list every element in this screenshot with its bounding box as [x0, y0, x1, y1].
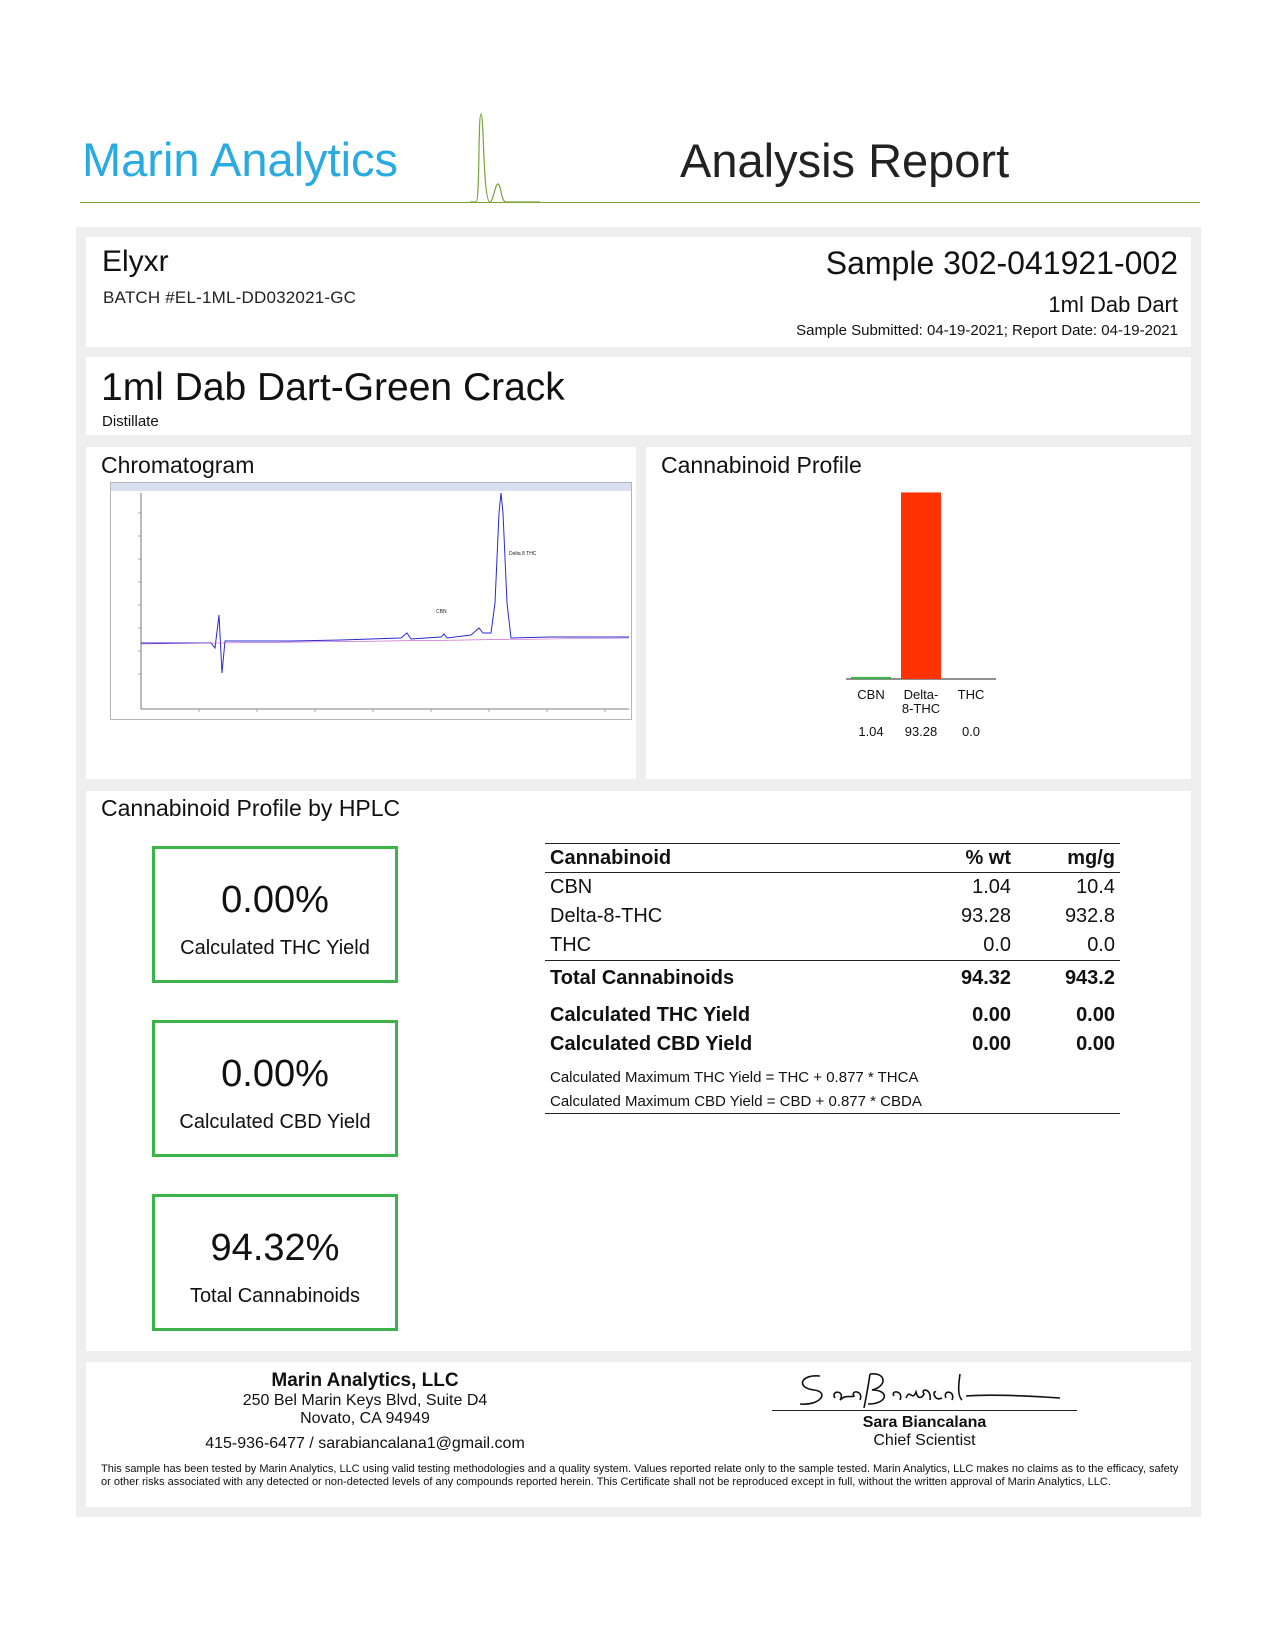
- table-header-row: [545, 844, 1120, 873]
- total-row: [545, 961, 1120, 996]
- disclaimer-text: This sample has been tested by Marin Analytics, LLC using valid testing methodologies and a quality system. Values reported relate only to the sample tested. Marin Analytics, LLC makes no claims as to the efficacy, safety or other risks associated with any detected or non-detected levels of any compounds reported herein. This Certificate shall not be reproduced except in full, without the written approval of Marin Analytics, LLC.: [101, 1463, 1179, 1488]
- sample-type: 1ml Dab Dart: [1048, 292, 1178, 317]
- company-contact: 415-936-6477 / sarabiancalana1@gmail.com: [205, 1435, 525, 1452]
- company-address-line1: 250 Bel Marin Keys Blvd, Suite D4: [242, 1392, 488, 1409]
- product-category: Distillate: [102, 413, 159, 430]
- sample-id: Sample 302-041921-002: [825, 245, 1178, 281]
- signature-image: [790, 1368, 1080, 1413]
- total-cannabinoids-label: Total Cannabinoids: [189, 1285, 361, 1307]
- hplc-table: [545, 843, 1120, 1114]
- row-mg: 932.8: [1064, 905, 1115, 927]
- batch-number: BATCH #EL-1ML-DD032021-GC: [103, 288, 357, 307]
- row-name: THC: [550, 934, 592, 956]
- bar-label-thc: THC: [957, 687, 985, 702]
- chrom-peak-d8thc: Delta 8 THC: [509, 551, 537, 557]
- total-pct: 94.32: [912, 961, 1016, 996]
- thc-formula-note: Calculated Maximum THC Yield = THC + 0.877 * THCA: [550, 1068, 919, 1086]
- note-row: [545, 1089, 1120, 1114]
- thc-yield-box: [152, 846, 398, 983]
- table-row: [545, 902, 1120, 931]
- profile-chart-title: Cannabinoid Profile: [661, 452, 862, 478]
- total-name: Total Cannabinoids: [545, 961, 912, 996]
- bar-label-delta-8-thc: Delta-: [903, 687, 939, 702]
- signature-line: [772, 1410, 1077, 1411]
- bar-cbn: [851, 677, 891, 679]
- table-row: [545, 931, 1120, 961]
- chromatogram-plot: [111, 483, 631, 719]
- product-name: 1ml Dab Dart-Green Crack: [101, 366, 565, 409]
- yield-name: Calculated CBD Yield: [550, 1033, 753, 1055]
- report-title: Analysis Report: [680, 134, 1010, 187]
- row-pct: 1.04: [972, 876, 1012, 898]
- bar-value-delta-8-thc: 93.28: [904, 724, 938, 739]
- bar-label-delta-8-thc: 8-THC: [901, 701, 941, 716]
- thc-yield-row: [545, 995, 1120, 1030]
- total-cannabinoids-value: 94.32%: [210, 1227, 340, 1269]
- yield-pct: 0.00: [972, 1033, 1012, 1055]
- bar-label-cbn: CBN: [857, 687, 885, 702]
- chrom-peak-cbn: CBN: [436, 609, 447, 615]
- yield-mg: 0.00: [1076, 1004, 1115, 1026]
- row-pct: 93.28: [960, 905, 1012, 927]
- cbd-yield-box: [152, 1020, 398, 1157]
- cbd-yield-label: Calculated CBD Yield: [179, 1111, 371, 1133]
- sample-dates: Sample Submitted: 04-19-2021; Report Date: 04-19-2021: [796, 322, 1178, 339]
- note-row: [545, 1059, 1120, 1089]
- client-name: Elyxr: [102, 245, 169, 278]
- peak-logo-icon: [470, 110, 540, 206]
- col-mg-g: mg/g: [1016, 844, 1120, 873]
- col-pct-wt: % wt: [912, 844, 1016, 873]
- row-name: CBN: [550, 876, 593, 898]
- row-mg: 10.4: [1076, 876, 1115, 898]
- row-name: Delta-8-THC: [550, 905, 663, 927]
- row-pct: 0.0: [983, 934, 1012, 956]
- bar-value-cbn: 1.04: [858, 724, 884, 739]
- company-address-line2: Novato, CA 94949: [300, 1410, 430, 1427]
- total-cannabinoids-box: [152, 1194, 398, 1331]
- cbd-yield-value: 0.00%: [221, 1053, 329, 1095]
- thc-yield-label: Calculated THC Yield: [180, 937, 370, 959]
- table-row: [545, 873, 1120, 903]
- thc-yield-value: 0.00%: [221, 879, 329, 921]
- yield-name: Calculated THC Yield: [550, 1004, 751, 1026]
- col-cannabinoid: Cannabinoid: [545, 844, 912, 873]
- cbd-yield-row: [545, 1030, 1120, 1059]
- signatory-title: Chief Scientist: [873, 1432, 976, 1449]
- chromatogram-image: [110, 482, 632, 720]
- bar-value-thc: 0.0: [961, 724, 981, 739]
- brand-name: Marin Analytics: [82, 133, 399, 186]
- yield-mg: 0.00: [1076, 1033, 1115, 1055]
- company-name: Marin Analytics, LLC: [271, 1370, 459, 1391]
- header-divider: [80, 202, 1200, 203]
- total-mg: 943.2: [1016, 961, 1120, 996]
- hplc-title: Cannabinoid Profile by HPLC: [101, 795, 401, 821]
- bar-delta-8-thc: [901, 492, 941, 679]
- cbd-formula-note: Calculated Maximum CBD Yield = CBD + 0.877 * CBDA: [545, 1089, 1120, 1114]
- cannabinoid-bar-chart: [846, 480, 1016, 770]
- signatory-name: Sara Biancalana: [862, 1414, 987, 1431]
- row-mg: 0.0: [1087, 934, 1115, 956]
- yield-pct: 0.00: [972, 1004, 1012, 1026]
- chromatogram-title: Chromatogram: [101, 452, 255, 478]
